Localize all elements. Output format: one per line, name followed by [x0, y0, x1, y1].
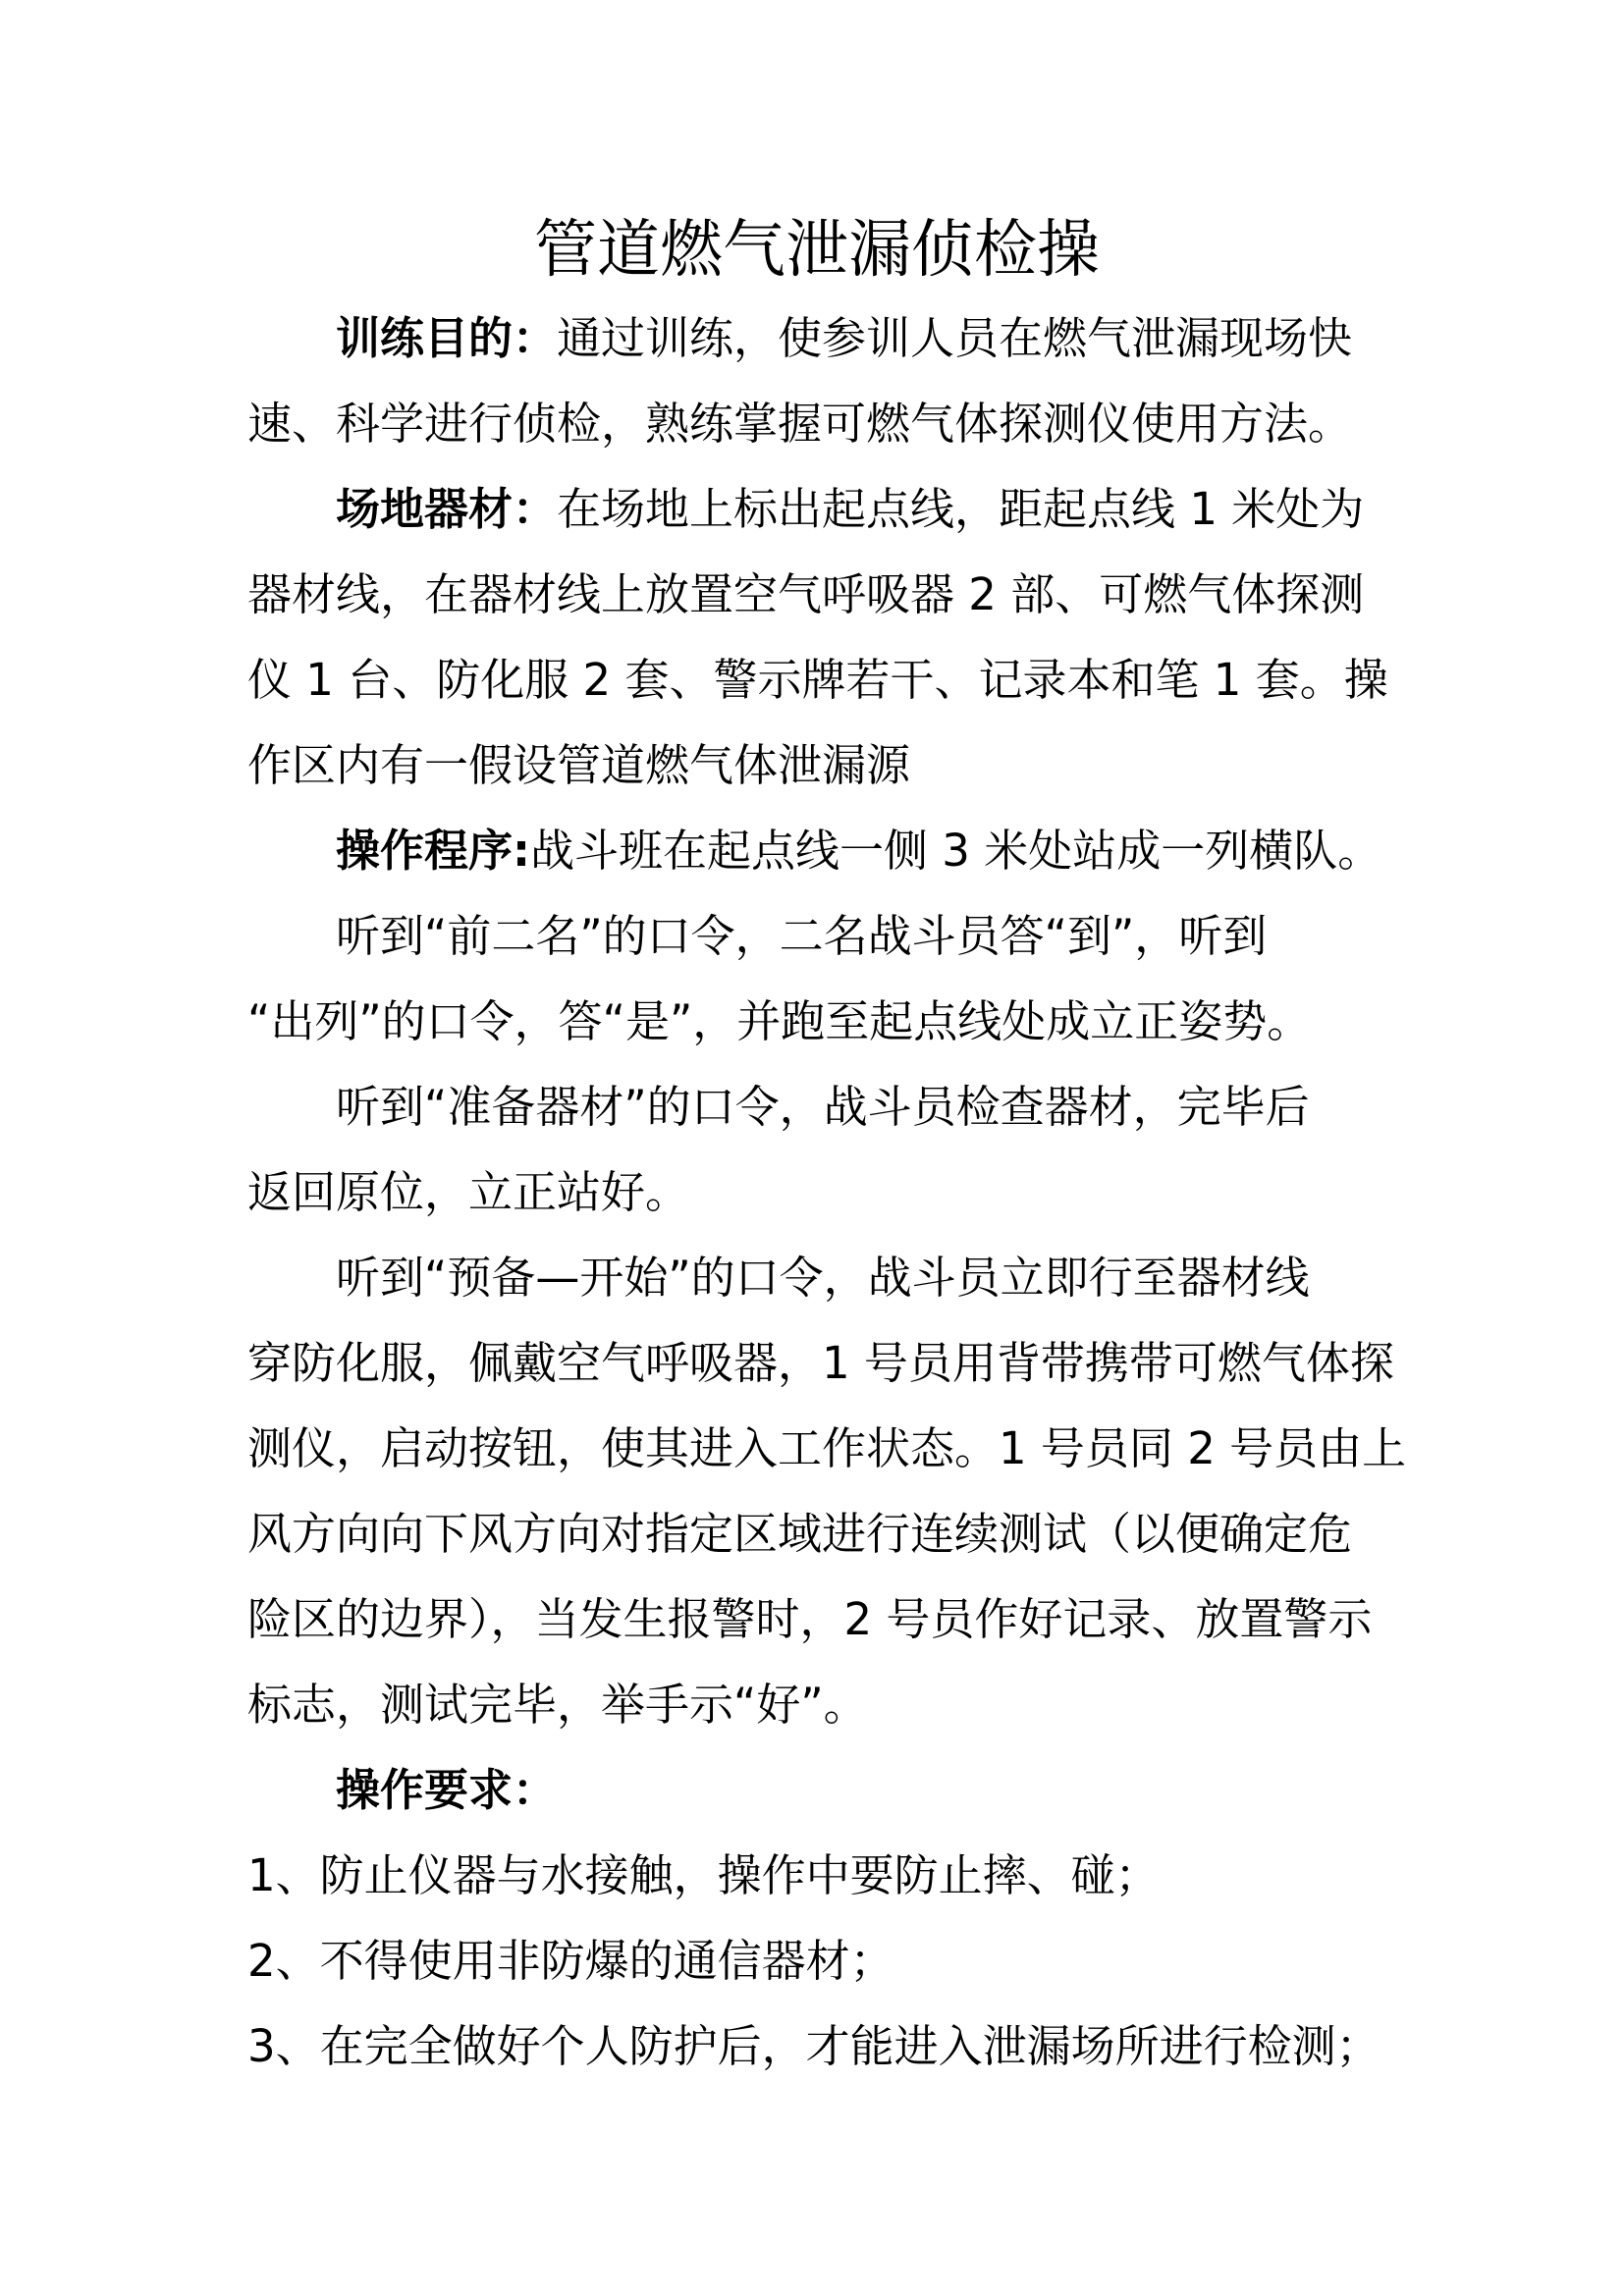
procedure-section [247, 808, 1407, 1747]
purpose-label: 训练目的： [336, 312, 558, 364]
procedure-p1-line-1: 听到“前二名”的口令，二名战斗员答“到”，听到 [336, 910, 1268, 962]
requirement-item-1: 1、防止仪器与水接触，操作中要防止摔、碰； [247, 1849, 1160, 1901]
equipment-line-4: 作区内有一假设管道燃气体泄漏源 [247, 739, 911, 791]
procedure-p3-line-1: 听到“预备—开始”的口令，战斗员立即行至器材线 [336, 1252, 1310, 1304]
procedure-paragraph-2 [247, 1064, 1386, 1235]
procedure-first-text: 战斗班在起点线一侧 3 米处站成一列横队。 [530, 825, 1382, 877]
requirement-item-2: 2、不得使用非防爆的通信器材； [247, 1935, 894, 1987]
equipment-text-1: 在场地上标出起点线，距起点线 1 米处为 [557, 483, 1365, 535]
equipment-line-1 [247, 466, 1386, 552]
equipment-label: 场地器材： [336, 483, 558, 535]
purpose-section [247, 295, 1386, 466]
purpose-line-1 [247, 295, 1386, 381]
procedure-line-1 [247, 808, 1386, 893]
procedure-p2-line-2: 返回原位，立正站好。 [247, 1166, 690, 1218]
procedure-p1-line-2: “出列”的口令，答“是”，并跑至起点线处成立正姿势。 [247, 995, 1312, 1047]
procedure-p3-line-5: 险区的边界），当发生报警时，2 号员作好记录、放置警示 [247, 1593, 1373, 1645]
procedure-p3-line-4: 风方向向下风方向对指定区域进行连续测试（以便确定危 [247, 1508, 1353, 1560]
equipment-line-2: 器材线，在器材线上放置空气呼吸器 2 部、可燃气体探测 [247, 568, 1365, 620]
equipment-line-3: 仪 1 台、防化服 2 套、警示牌若干、记录本和笔 1 套。操 [247, 654, 1388, 706]
requirements-section [247, 1747, 1386, 2089]
purpose-text-1: 通过训练，使参训人员在燃气泄漏现场快 [557, 312, 1353, 364]
procedure-p3-line-2: 穿防化服，佩戴空气呼吸器，1 号员用背带携带可燃气体探 [247, 1337, 1394, 1389]
procedure-p3-line-3: 测仪，启动按钮，使其进入工作状态。1 号员同 2 号员由上 [247, 1422, 1407, 1474]
requirement-item-3: 3、在完全做好个人防护后，才能进入泄漏场所进行检测； [247, 2020, 1380, 2072]
procedure-p2-line-1: 听到“准备器材”的口令，战斗员检查器材，完毕后 [336, 1081, 1310, 1133]
document-page [247, 211, 1407, 2089]
requirements-label: 操作要求： [336, 1764, 558, 1816]
procedure-p3-line-6: 标志，测试完毕，举手示“好”。 [247, 1679, 868, 1731]
document-title: 管道燃气泄漏侦检操 [534, 214, 1100, 287]
purpose-line-2: 速、科学进行侦检，熟练掌握可燃气体探测仪使用方法。 [247, 398, 1353, 450]
equipment-section [247, 466, 1386, 808]
procedure-paragraph-1 [247, 893, 1386, 1064]
procedure-label: 操作程序: [336, 825, 530, 877]
procedure-paragraph-3 [247, 1235, 1407, 1747]
